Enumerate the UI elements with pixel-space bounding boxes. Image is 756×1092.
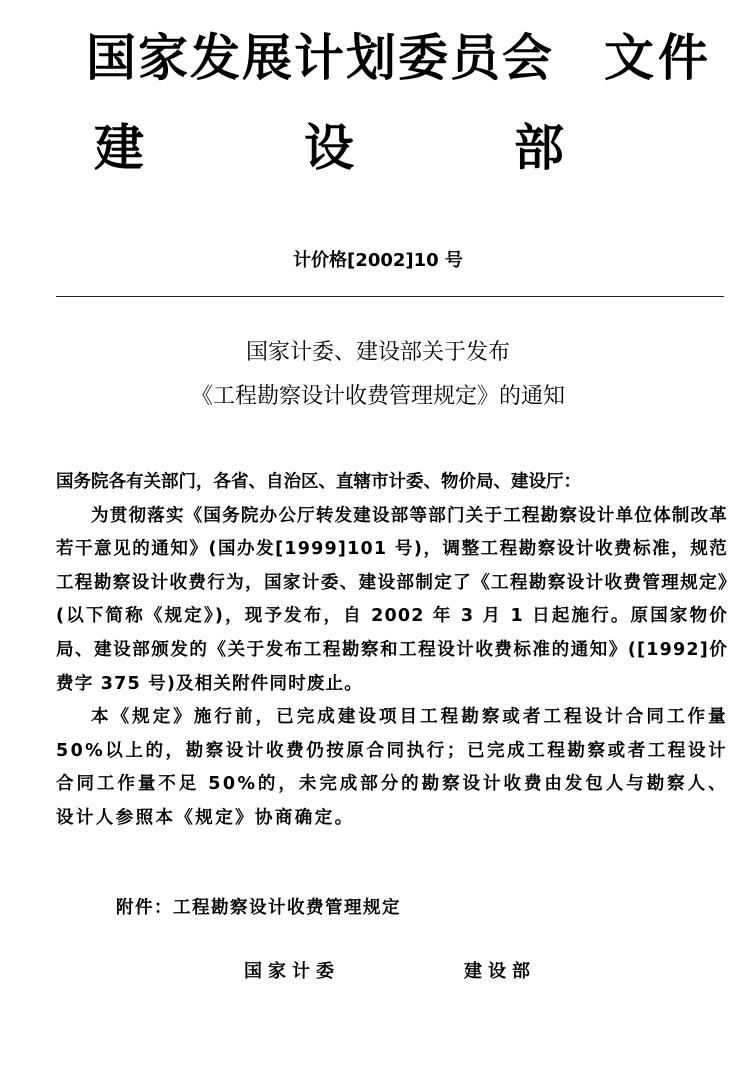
attachment-line: 附件：工程勘察设计收费管理规定	[116, 898, 401, 918]
issuer-name: 国家发展计划委员会	[86, 29, 554, 87]
signer-planning-commission: 国家计委	[244, 961, 340, 982]
co-issuer-char: 建	[94, 119, 144, 177]
notice-title-line-2: 《工程勘察设计收费管理规定》的通知	[190, 384, 565, 409]
co-issuer-char: 部	[514, 119, 564, 177]
notice-body	[56, 466, 728, 836]
document-label: 文件	[604, 29, 712, 87]
notice-title-line-1: 国家计委、建设部关于发布	[245, 340, 510, 365]
co-issuer-name	[94, 118, 564, 178]
header-divider	[56, 296, 724, 297]
signer-ministry-of-construction: 建设部	[464, 961, 536, 982]
body-paragraph-2: 本《规定》施行前，已完成建设项目工程勘察或者工程设计合同工作量 50%以上的，勘察设计收费仍按原合同执行；已完成工程勘察或者工程设计合同工作量不足 50%的，未完成部分的勘察设计收费由发包人与勘察人、设计人参照本《规定》协商确定。	[56, 707, 728, 828]
document-number: 计价格[2002]10 号	[293, 250, 463, 271]
co-issuer-char: 设	[304, 119, 354, 177]
salutation: 国务院各有关部门，各省、自治区、直辖市计委、物价局、建设厅：	[56, 472, 581, 492]
issuer-header	[86, 28, 712, 88]
body-paragraph-1: 为贯彻落实《国务院办公厅转发建设部等部门关于工程勘察设计单位体制改革若干意见的通知》(国办发[1999]101 号)，调整工程勘察设计收费标准，规范工程勘察设计收费行为，国家计委、建设部制定了《工程勘察设计收费管理规定》(以下简称《规定》)，现予发布，自 2002 年 3 月 1 日起施行。原国家物价局、建设部颁发的《关于发布工程勘察和工程设计收费标准的通知》([1992]价费字 375 号)及相关附件同时废止。	[56, 505, 728, 694]
